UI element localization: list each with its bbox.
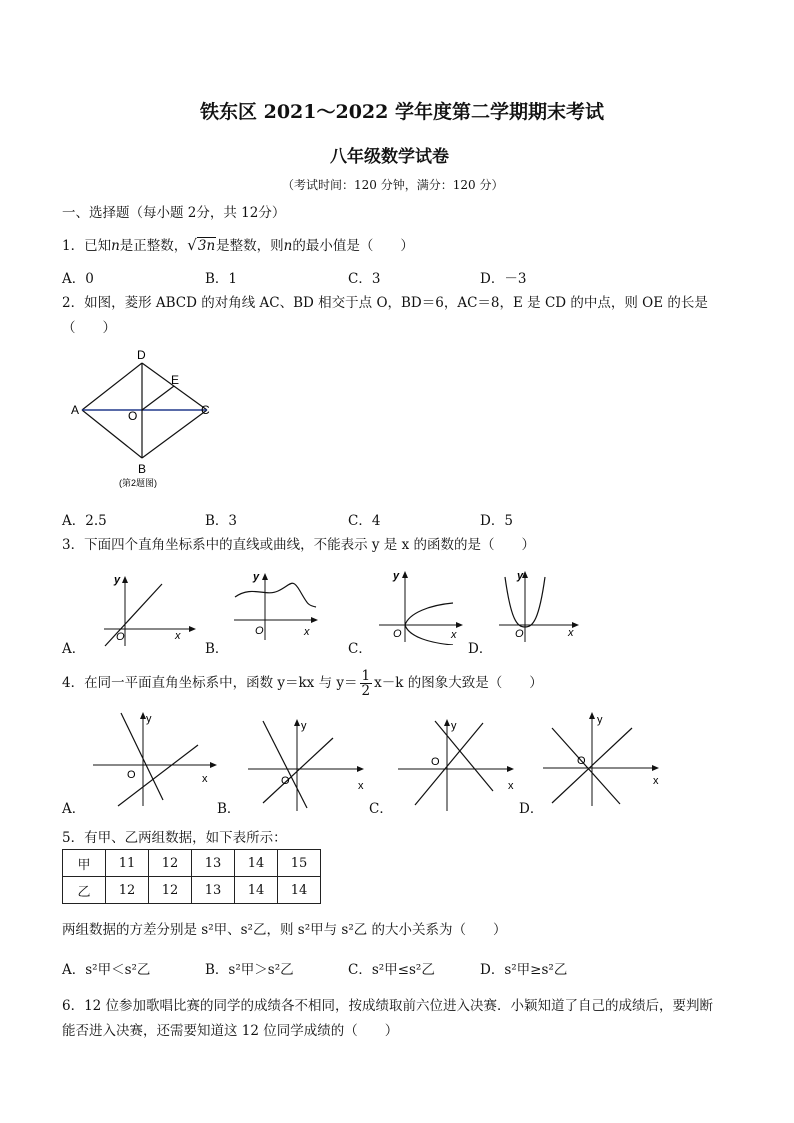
q4-graph-c bbox=[395, 713, 530, 813]
svg-text:x: x bbox=[451, 629, 457, 641]
question-6: 6．12 位参加歌唱比赛的同学的成绩各不相同，按成绩取前六位进入决赛．小颖知道了自己的成绩后，要判断 bbox=[62, 998, 714, 1014]
q1-option-a[interactable]: A．0 bbox=[62, 271, 94, 287]
q4-option-c[interactable]: C． bbox=[369, 801, 393, 817]
question-5-cont: 两组数据的方差分别是 s²甲、s²乙，则 s²甲与 s²乙 的大小关系为（ ） bbox=[62, 922, 507, 938]
q2-option-b[interactable]: B．3 bbox=[205, 513, 238, 529]
section-heading: 一、选择题（每小题 2分，共 12分） bbox=[62, 205, 286, 221]
svg-text:O: O bbox=[127, 769, 136, 781]
figure-caption: (第2题图) bbox=[119, 478, 157, 488]
question-2-cont: （ ） bbox=[62, 320, 116, 336]
table-cell: 12 bbox=[106, 877, 149, 904]
svg-text:y: y bbox=[253, 571, 260, 583]
label-a: A bbox=[71, 403, 80, 417]
rhombus-figure bbox=[62, 345, 232, 495]
svg-text:x: x bbox=[202, 773, 208, 785]
q4-option-b[interactable]: B． bbox=[217, 801, 241, 817]
table-cell: 13 bbox=[192, 877, 235, 904]
q3-graph-b bbox=[230, 565, 330, 645]
q3-option-d[interactable]: D． bbox=[468, 641, 493, 657]
label-d: D bbox=[137, 348, 146, 362]
q1-option-d[interactable]: D．－3 bbox=[480, 271, 527, 287]
table-cell: 乙 bbox=[63, 877, 106, 904]
svg-text:x: x bbox=[175, 630, 181, 642]
question-5: 5．有甲、乙两组数据，如下表所示： bbox=[62, 830, 287, 846]
q4-graph-a bbox=[88, 708, 223, 808]
question-1: 1．已知n是正整数，√3n是整数，则n的最小值是（ ） bbox=[62, 236, 414, 254]
table-cell: 12 bbox=[149, 877, 192, 904]
svg-text:O: O bbox=[255, 625, 264, 637]
fraction: $\frac{1}{2}$ bbox=[361, 668, 371, 699]
exam-title: 铁东区 2021～2022 学年度第二学期期末考试 bbox=[200, 101, 604, 123]
svg-text:x: x bbox=[508, 780, 514, 792]
svg-text:x: x bbox=[568, 627, 574, 639]
svg-text:O: O bbox=[431, 756, 440, 768]
svg-text:O: O bbox=[515, 628, 524, 640]
svg-text:y: y bbox=[114, 574, 121, 586]
exam-info: （考试时间：120 分钟，满分：120 分） bbox=[282, 178, 504, 192]
table-cell: 14 bbox=[278, 877, 321, 904]
label-e: E bbox=[171, 373, 180, 387]
svg-text:y: y bbox=[146, 713, 152, 725]
q5-option-a[interactable]: A．s²甲＜s²乙 bbox=[62, 962, 151, 978]
q4-option-a[interactable]: A． bbox=[62, 801, 86, 817]
q3-option-a[interactable]: A． bbox=[62, 641, 86, 657]
svg-text:y: y bbox=[393, 570, 400, 582]
q2-option-a[interactable]: A．2.5 bbox=[62, 513, 107, 529]
svg-text:y: y bbox=[451, 720, 457, 732]
q4-option-d[interactable]: D． bbox=[519, 801, 544, 817]
svg-text:x: x bbox=[304, 626, 310, 638]
q2-option-d[interactable]: D．5 bbox=[480, 513, 513, 529]
q4-graph-b bbox=[245, 713, 380, 813]
q3-graph-d bbox=[495, 565, 590, 645]
label-b: B bbox=[138, 462, 147, 476]
svg-text:y: y bbox=[517, 570, 524, 582]
table-cell: 14 bbox=[235, 877, 278, 904]
table-row bbox=[63, 850, 321, 877]
svg-text:O: O bbox=[393, 628, 402, 640]
question-4: 4．在同一平面直角坐标系中，函数 y＝kx 与 y＝ $\frac{1}{2}$ x－k 的图象大致是（ ） bbox=[62, 668, 543, 699]
svg-text:O: O bbox=[116, 631, 125, 643]
svg-text:y: y bbox=[301, 720, 307, 732]
q1-option-b[interactable]: B．1 bbox=[205, 271, 238, 287]
table-cell: 甲 bbox=[63, 850, 106, 877]
sqrt-expression: √3n bbox=[187, 236, 216, 254]
q3-graph-a bbox=[100, 568, 200, 648]
data-table bbox=[62, 849, 321, 904]
table-cell: 14 bbox=[235, 850, 278, 877]
table-cell: 11 bbox=[106, 850, 149, 877]
question-2: 2．如图，菱形 ABCD 的对角线 AC、BD 相交于点 O，BD＝6，AC＝8，E 是 CD 的中点，则 OE 的长是 bbox=[62, 295, 708, 311]
label-o: O bbox=[128, 409, 138, 423]
q3-option-c[interactable]: C． bbox=[348, 641, 372, 657]
q5-option-c[interactable]: C．s²甲≤s²乙 bbox=[348, 962, 435, 978]
question-6-cont: 能否进入决赛，还需要知道这 12 位同学成绩的（ ） bbox=[62, 1023, 399, 1039]
svg-text:y: y bbox=[597, 714, 603, 726]
paper-subtitle: 八年级数学试卷 bbox=[330, 147, 449, 167]
q3-option-b[interactable]: B． bbox=[205, 641, 229, 657]
label-c: C bbox=[201, 403, 210, 417]
q1-option-c[interactable]: C．3 bbox=[348, 271, 381, 287]
table-cell: 15 bbox=[278, 850, 321, 877]
table-cell: 13 bbox=[192, 850, 235, 877]
table-row bbox=[63, 877, 321, 904]
q2-option-c[interactable]: C．4 bbox=[348, 513, 381, 529]
svg-text:O: O bbox=[577, 755, 586, 767]
q3-graph-c bbox=[375, 565, 470, 645]
svg-text:O: O bbox=[281, 775, 290, 787]
svg-text:x: x bbox=[653, 775, 659, 787]
q5-option-b[interactable]: B．s²甲＞s²乙 bbox=[205, 962, 294, 978]
question-3: 3．下面四个直角坐标系中的直线或曲线，不能表示 y 是 x 的函数的是（ ） bbox=[62, 537, 535, 553]
table-cell: 12 bbox=[149, 850, 192, 877]
q5-option-d[interactable]: D．s²甲≥s²乙 bbox=[480, 962, 568, 978]
q4-graph-d bbox=[540, 708, 675, 808]
svg-text:x: x bbox=[358, 780, 364, 792]
